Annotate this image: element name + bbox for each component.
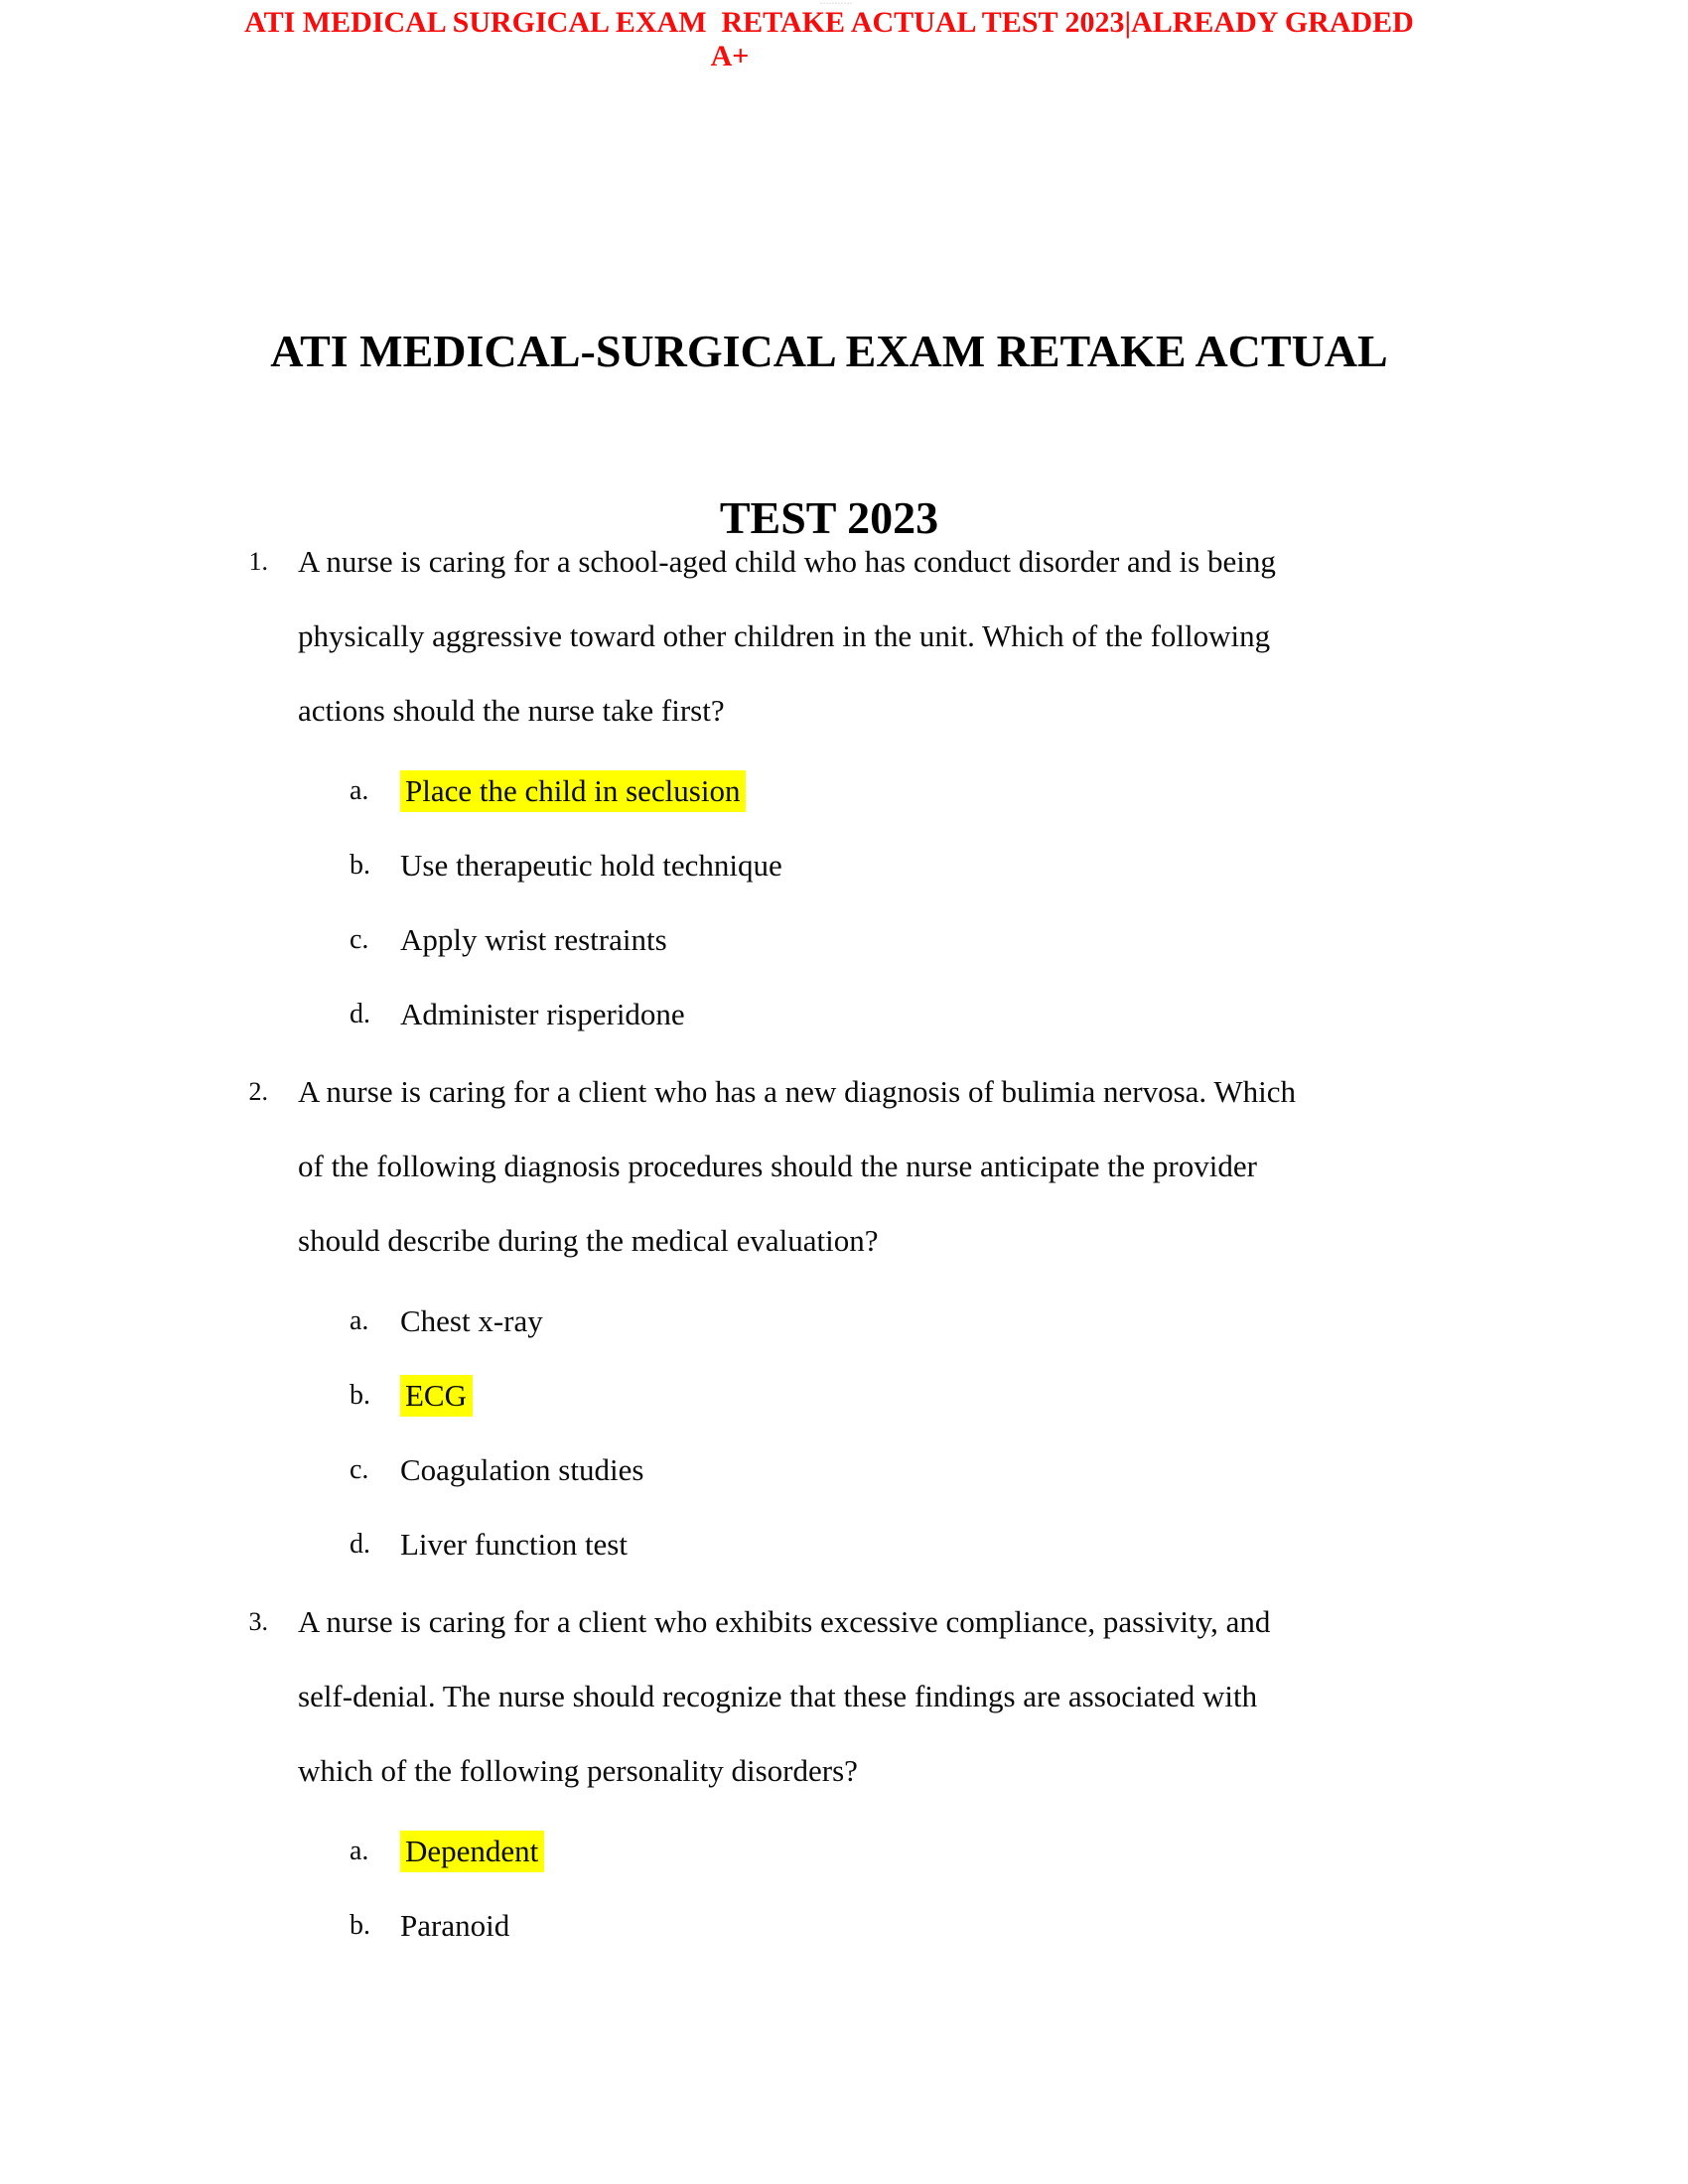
option-letter: b. [350,850,370,881]
header-line-2-grade: A+ [710,40,750,72]
option-letter: a. [350,775,369,806]
option-a [159,1284,1296,1358]
option-b [159,828,1296,902]
option-letter: d. [350,1529,370,1560]
stem-line: of the following diagnosis procedures should the nurse anticipate the provider [298,1149,1257,1183]
question-2 [159,1054,1296,1581]
stem-line: actions should the nurse take first? [298,693,725,728]
option-letter: c. [350,924,369,955]
stem-line: A nurse is caring for a client who has a new diagnosis of bulimia nervosa. Which [298,1074,1296,1109]
question-1 [159,524,1296,1051]
title-line-2: TEST 2023 [719,492,939,543]
option-text: Use therapeutic hold technique [400,848,782,883]
highlighted-answer-text: Place the child in seclusion [400,770,746,812]
question-1-number: 1. [248,547,268,576]
highlighted-answer-text: Dependent [400,1831,544,1872]
option-d [159,1507,1296,1581]
title-line-1: ATI MEDICAL-SURGICAL EXAM RETAKE ACTUAL [270,326,1388,376]
micro-watermark-text: ··········· [820,1,853,7]
stem-line: which of the following personality disorders? [298,1753,858,1788]
question-3 [159,1584,1296,1963]
question-2-stem [159,1054,1296,1278]
option-letter: b. [350,1910,370,1941]
question-2-options [159,1284,1296,1581]
option-text: Chest x-ray [400,1303,543,1338]
option-letter: d. [350,999,370,1029]
option-text: Paranoid [400,1908,510,1943]
question-1-stem [159,524,1296,748]
stem-line: physically aggressive toward other children in the unit. Which of the following [298,618,1271,653]
option-letter: a. [350,1305,369,1336]
option-letter: a. [350,1836,369,1866]
highlighted-answer-text: ECG [400,1375,473,1417]
option-text: Coagulation studies [400,1452,644,1487]
option-a [159,753,1296,828]
stem-line: A nurse is caring for a school-aged child who has conduct disorder and is being [298,544,1276,579]
option-c [159,902,1296,977]
option-c [159,1433,1296,1507]
option-a [159,1814,1296,1888]
question-2-number: 2. [248,1077,268,1106]
stem-line: A nurse is caring for a client who exhibits excessive compliance, passivity, and [298,1604,1271,1639]
option-d [159,977,1296,1051]
question-3-stem [159,1584,1296,1808]
option-letter: c. [350,1454,369,1485]
option-text: Administer risperidone [400,997,685,1031]
option-b [159,1888,1296,1963]
header-line-1: ATI MEDICAL SURGICAL EXAM RETAKE ACTUAL TEST 2023|ALREADY GRADED [244,6,1414,39]
option-b [159,1358,1296,1433]
question-1-options [159,753,1296,1051]
questions-list [159,524,1296,1963]
stem-line: should describe during the medical evaluation? [298,1223,879,1258]
option-text: Apply wrist restraints [400,922,667,957]
stem-line: self-denial. The nurse should recognize that these findings are associated with [298,1679,1258,1713]
option-letter: b. [350,1380,370,1411]
question-3-number: 3. [248,1607,268,1636]
document-header [159,6,1499,73]
question-3-options [159,1814,1296,1963]
option-text: Liver function test [400,1527,628,1562]
